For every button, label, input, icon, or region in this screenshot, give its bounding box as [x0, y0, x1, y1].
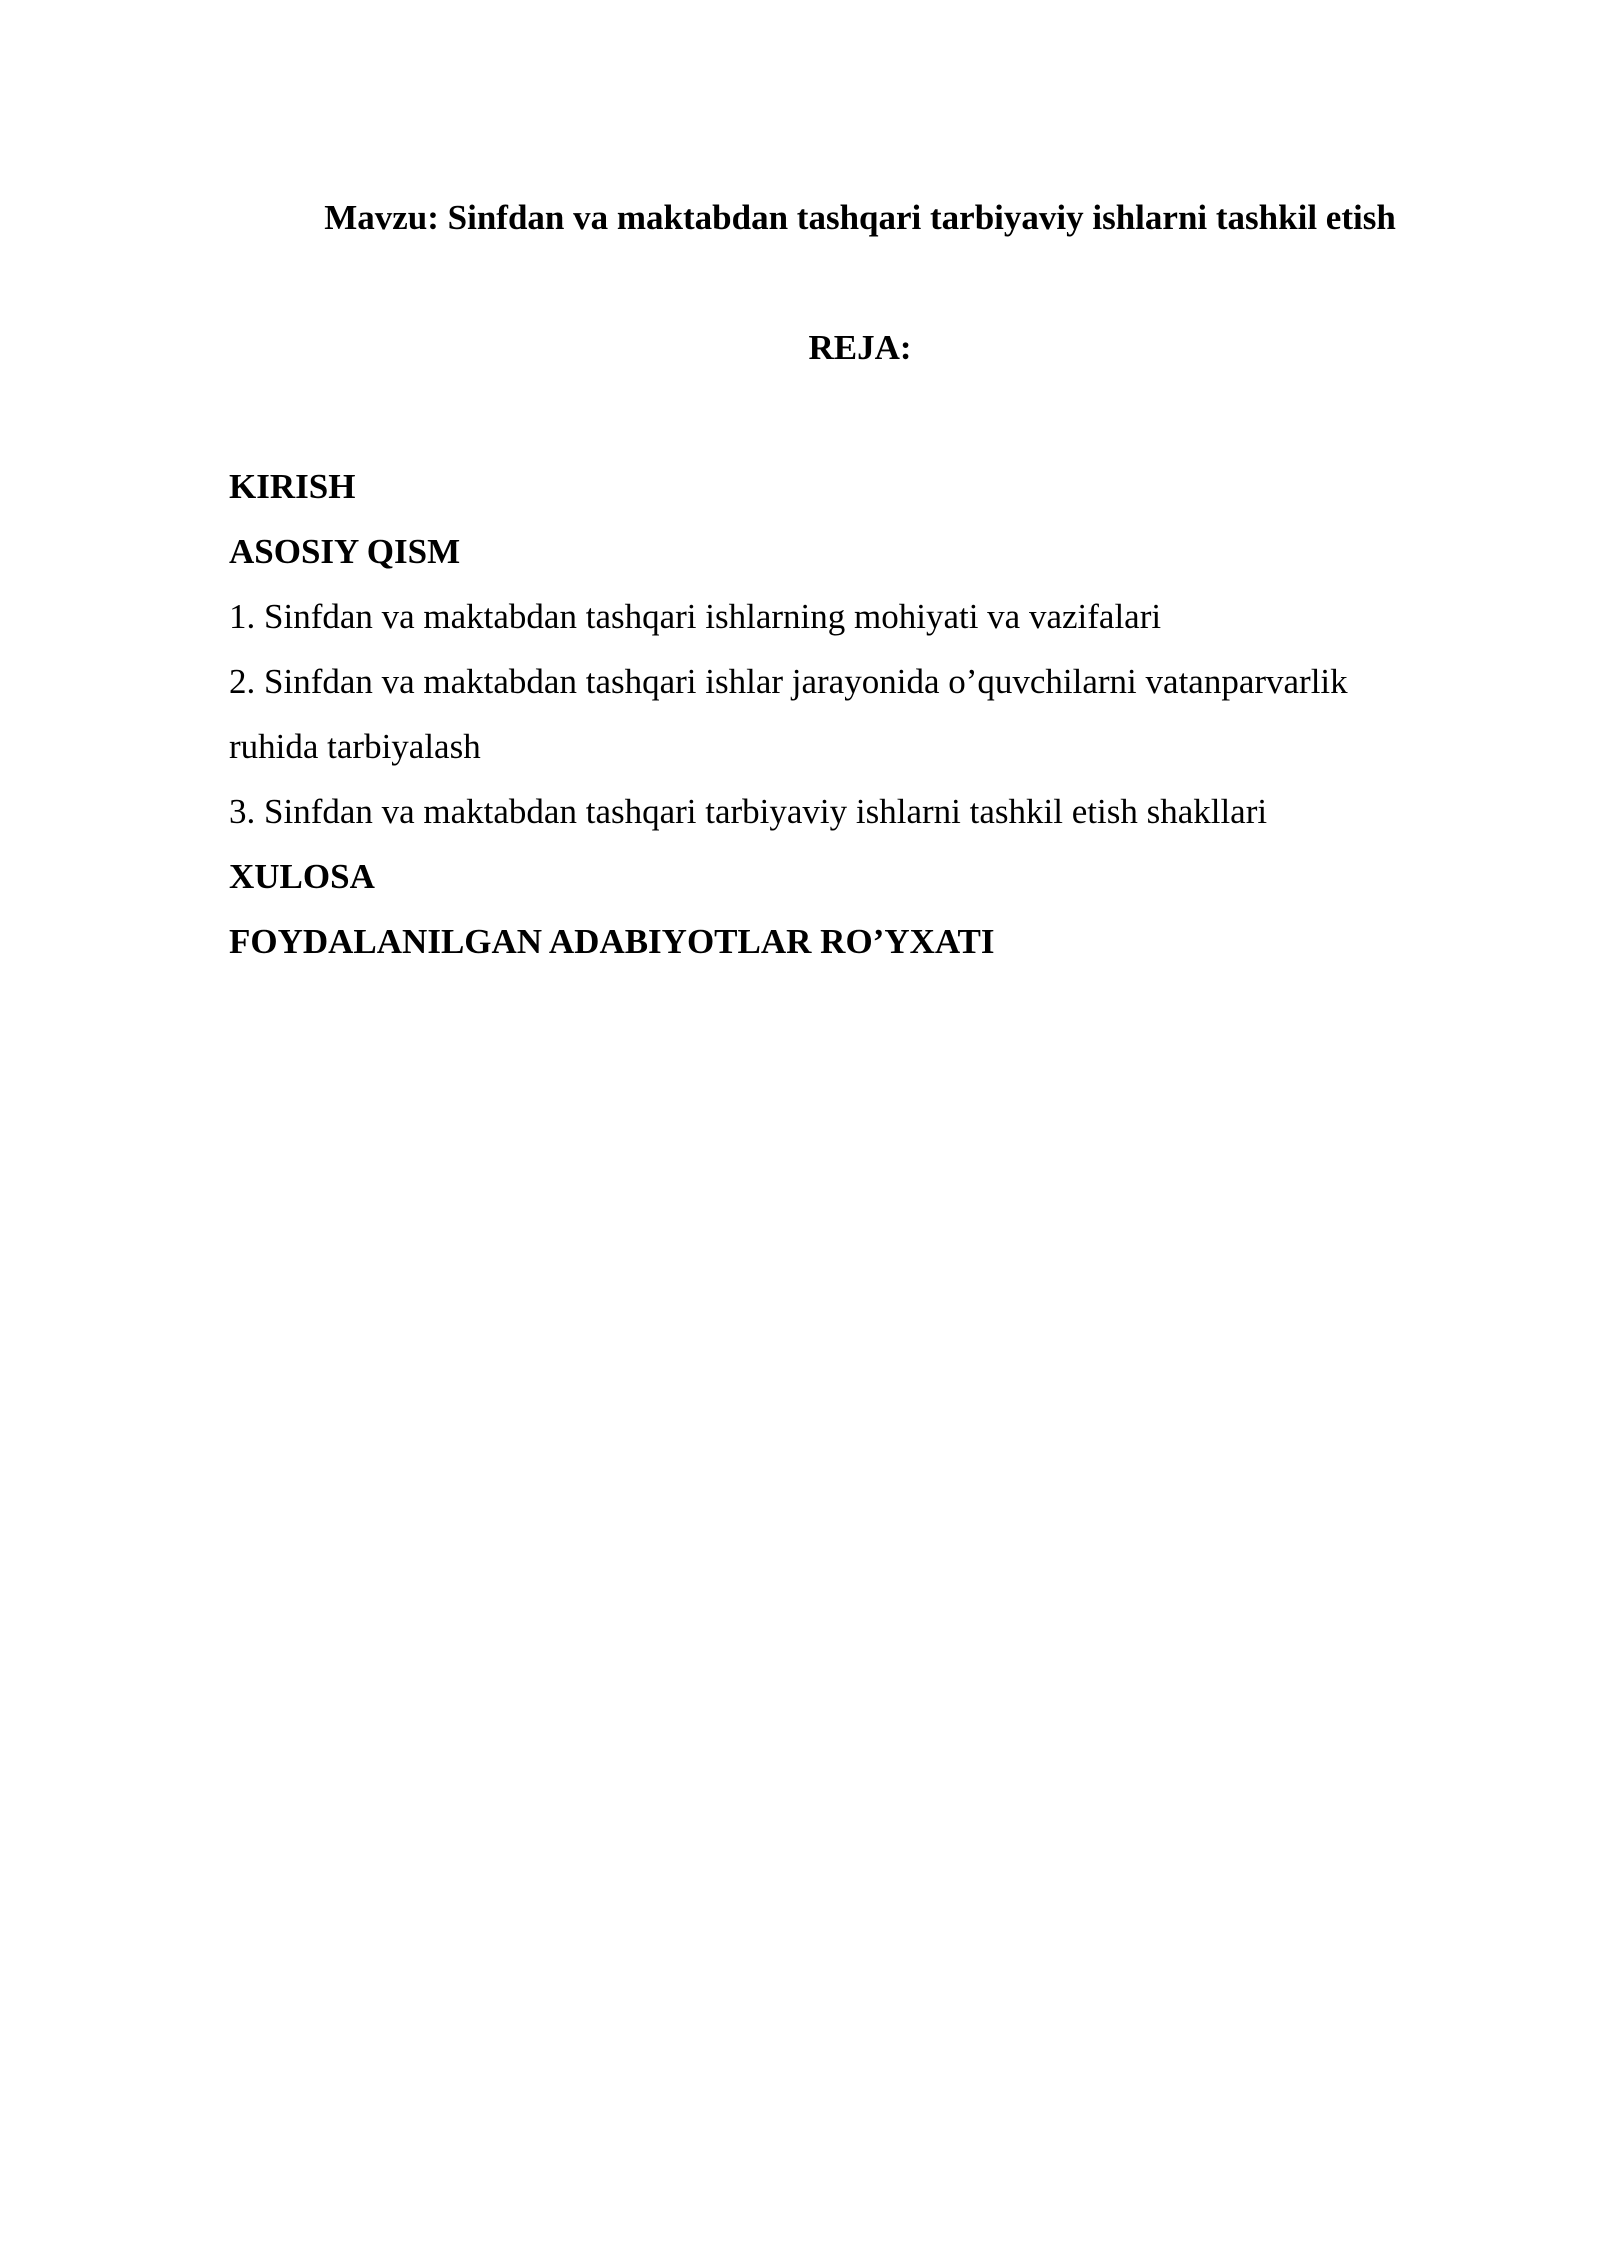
plan-item-references: FOYDALANILGAN ADABIYOTLAR RO’YXATI [229, 922, 995, 961]
plan-item-2: 2. Sinfdan va maktabdan tashqari ishlar jarayonida o’quvchilarni vatanparvarlik [229, 662, 1348, 701]
topic-title: Mavzu: Sinfdan va maktabdan tashqari tarbiyaviy ishlarni tashkil etish [324, 198, 1396, 237]
plan-item-xulosa: XULOSA [229, 857, 375, 896]
plan-item-3: 3. Sinfdan va maktabdan tashqari tarbiyaviy ishlarni tashkil etish shakllari [229, 792, 1268, 831]
plan-item-asosiy-qism: ASOSIY QISM [229, 532, 461, 571]
plan-item-kirish: KIRISH [229, 467, 356, 506]
plan-list [229, 454, 1469, 974]
plan-item-1: 1. Sinfdan va maktabdan tashqari ishlarning mohiyati va vazifalari [229, 597, 1162, 636]
plan-item-2-continued: ruhida tarbiyalash [229, 727, 481, 766]
plan-heading: REJA: [808, 328, 912, 367]
